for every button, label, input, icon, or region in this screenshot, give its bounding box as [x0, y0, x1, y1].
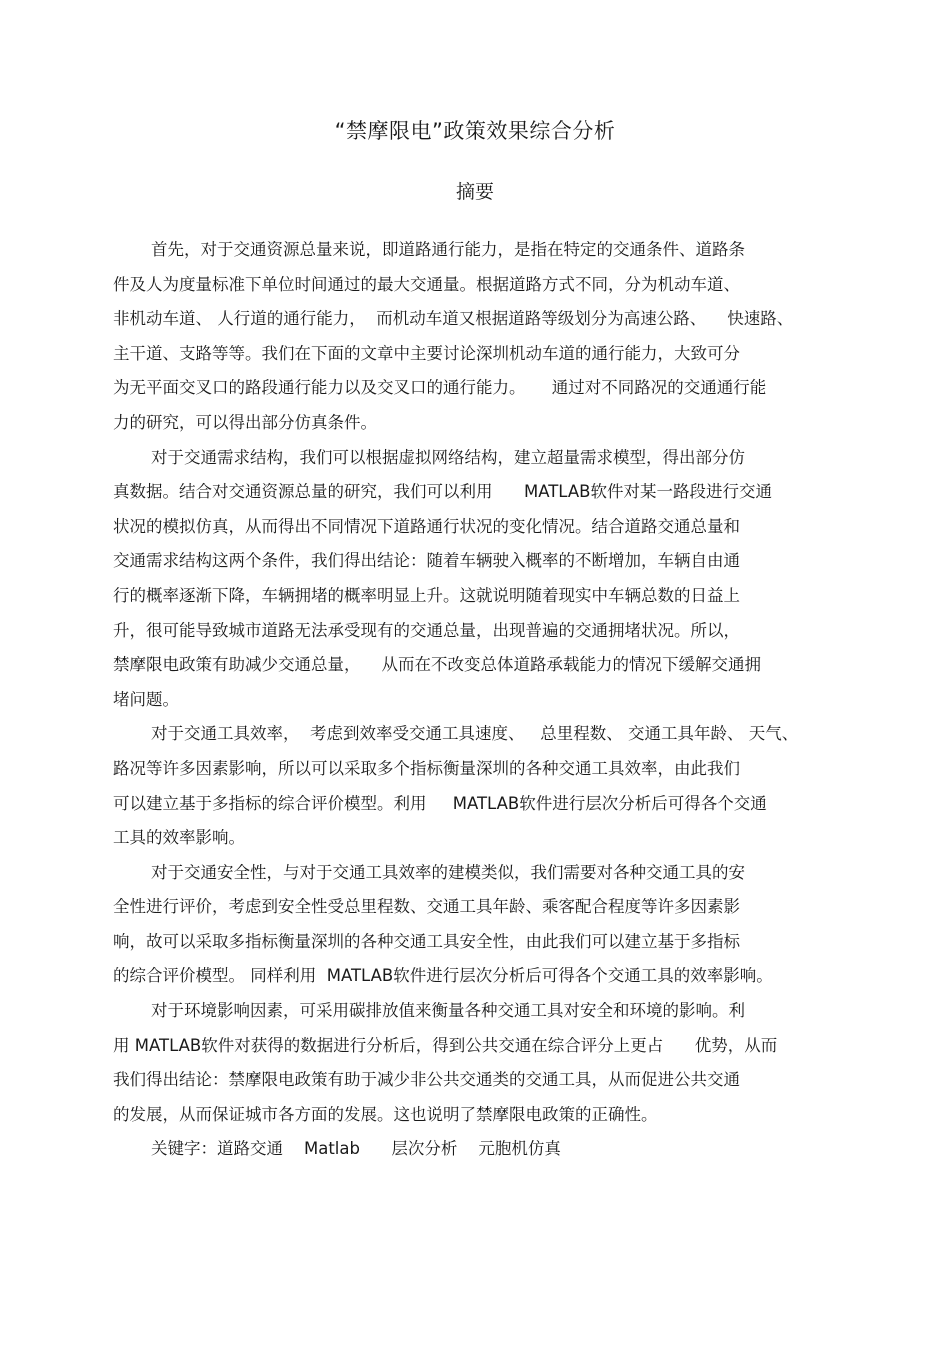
text-line: 对于交通需求结构，我们可以根据虚拟网络结构，建立超量需求模型，得出部分仿: [151, 447, 745, 467]
text-line: 的发展，从而保证城市各方面的发展。这也说明了禁摩限电政策的正确性。: [113, 1104, 658, 1124]
text-line: 首先，对于交通资源总量来说，即道路通行能力，是指在特定的交通条件、道路条: [151, 240, 745, 259]
text-line: 主干道、支路等等。我们在下面的文章中主要讨论深圳机动车道的通行能力，大致可分: [113, 343, 740, 363]
text-line: 用 MATLAB软件对获得的数据进行分析后，得到公共交通在综合评分上更占 优势，从而: [113, 1035, 778, 1055]
abstract-heading: 摘要: [455, 181, 494, 203]
text-line: 真数据。结合对交通资源总量的研究，我们可以利用 MATLAB软件对某一路段进行交通: [113, 482, 772, 502]
text-line: 堵问题。: [113, 689, 179, 709]
text-line: 我们得出结论：禁摩限电政策有助于减少非公共交通类的交通工具，从而促进公共交通: [113, 1070, 740, 1090]
text-line: 的综合评价模型。 同样利用 MATLAB软件进行层次分析后可得各个交通工具的效率影响。: [113, 966, 773, 986]
text-line: 状况的模拟仿真，从而得出不同情况下道路通行状况的变化情况。结合道路交通总量和: [113, 516, 740, 536]
text-line: 工具的效率影响。: [113, 828, 245, 848]
text-line: 响，故可以采取多指标衡量深圳的各种交通工具安全性，由此我们可以建立基于多指标: [113, 931, 740, 951]
text-line: 交通需求结构这两个条件，我们得出结论：随着车辆驶入概率的不断增加，车辆自由通: [113, 551, 740, 571]
text-line: 可以建立基于多指标的综合评价模型。利用 MATLAB软件进行层次分析后可得各个交通: [113, 793, 767, 813]
text-line: 件及人为度量标准下单位时间通过的最大交通量。根据道路方式不同，分为机动车道、: [113, 274, 740, 294]
text-line: 行的概率逐渐下降，车辆拥堵的概率明显上升。这就说明随着现实中车辆总数的日益上: [113, 585, 740, 605]
text-line: 对于交通工具效率， 考虑到效率受交通工具速度、 总里程数、 交通工具年龄、 天气、: [151, 724, 799, 744]
text-line: 全性进行评价，考虑到安全性受总里程数、交通工具年龄、乘客配合程度等许多因素影: [113, 897, 740, 917]
text-line: 禁摩限电政策有助减少交通总量， 从而在不改变总体道路承载能力的情况下缓解交通拥: [113, 655, 761, 675]
abstract-body: [113, 233, 838, 1167]
text-line: 对于环境影响因素，可采用碳排放值来衡量各种交通工具对安全和环境的影响。利: [151, 1001, 745, 1021]
text-line: 路况等许多因素影响，所以可以采取多个指标衡量深圳的各种交通工具效率，由此我们: [113, 758, 740, 778]
document-title: “禁摩限电”政策效果综合分析: [334, 119, 616, 143]
text-line: 升，很可能导致城市道路无法承受现有的交通总量，出现普遍的交通拥堵状况。所以，: [113, 620, 740, 640]
text-line: 对于交通安全性，与对于交通工具效率的建模类似，我们需要对各种交通工具的安: [151, 862, 745, 882]
text-line: 为无平面交叉口的路段通行能力以及交叉口的通行能力。 通过对不同路况的交通通行能: [113, 378, 767, 398]
keywords-line: 关键字：道路交通 Matlab 层次分析 元胞机仿真: [151, 1139, 561, 1159]
text-line: 力的研究，可以得出部分仿真条件。: [113, 412, 377, 432]
text-line: 非机动车道、 人行道的通行能力， 而机动车道又根据道路等级划分为高速公路、 快速路、: [113, 309, 794, 329]
